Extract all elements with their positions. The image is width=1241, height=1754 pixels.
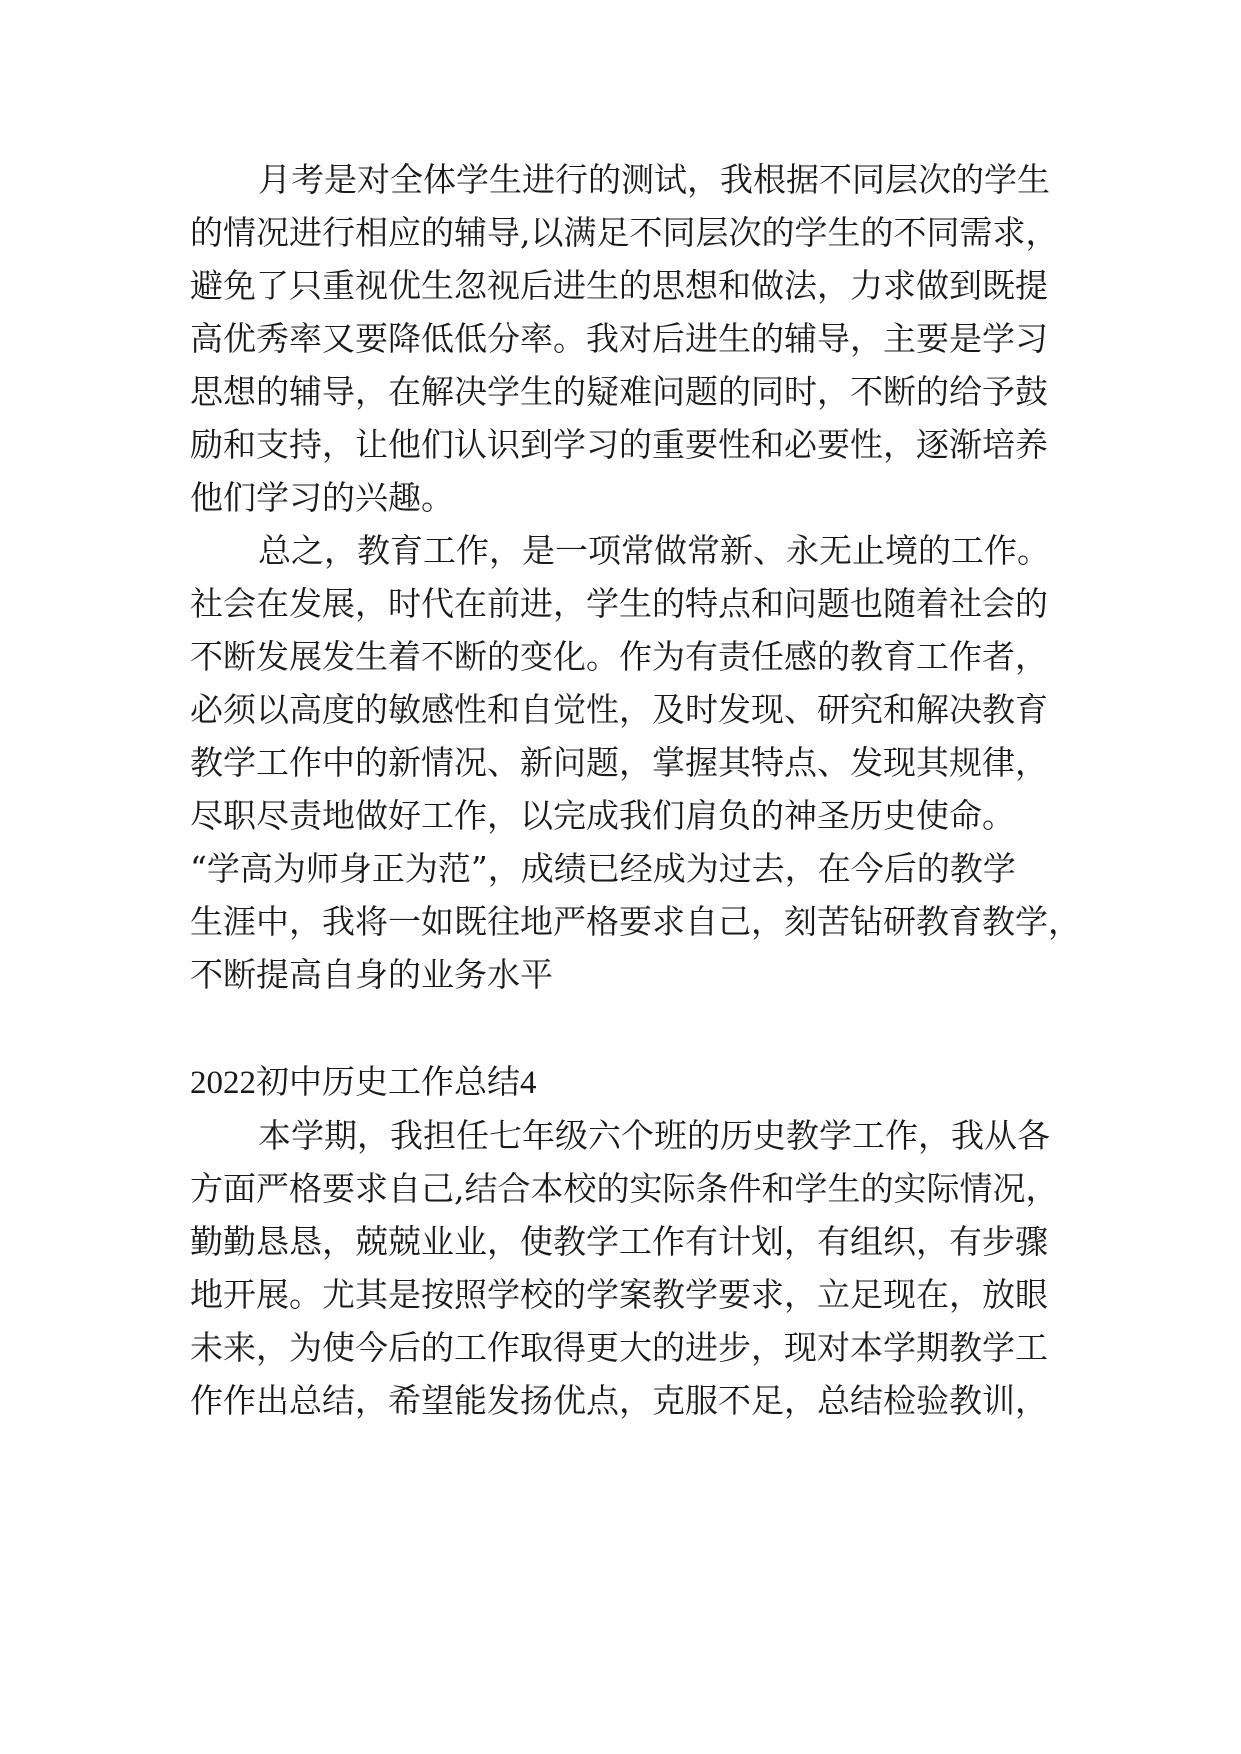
paragraph-3-line-5: 未来，为使今后的工作取得更大的进步，现对本学期教学工 [190,1328,1048,1367]
paragraph-1-line-1: 月考是对全体学生进行的测试，我根据不同层次的学生 [258,160,1050,199]
paragraph-2-line-8: 生涯中，我将一如既往地严格要求自己，刻苦钻研教育教学， [190,902,1081,941]
paragraph-3-line-2: 方面严格要求自己,结合本校的实际条件和学生的实际情况， [190,1169,1059,1208]
paragraph-2-line-7: “学高为师身正为范”，成绩已经成为过去，在今后的教学 [190,849,1016,888]
section-heading: 2022初中历史工作总结4 [190,1065,537,1101]
paragraph-2-line-2: 社会在发展，时代在前进，学生的特点和问题也随着社会的 [190,584,1048,623]
paragraph-1-line-6: 励和支持，让他们认识到学习的重要性和必要性，逐渐培养 [190,425,1048,464]
paragraph-2-line-1: 总之，教育工作，是一项常做常新、永无止境的工作。 [258,531,1050,570]
paragraph-3-line-1: 本学期，我担任七年级六个班的历史教学工作，我从各 [258,1116,1050,1155]
paragraph-2-line-9: 不断提高自身的业务水平 [190,955,553,994]
paragraph-1-line-3: 避免了只重视优生忽视后进生的思想和做法，力求做到既提 [190,266,1048,305]
paragraph-2-line-4: 必须以高度的敏感性和自觉性，及时发现、研究和解决教育 [190,690,1048,729]
paragraph-2-line-6: 尽职尽责地做好工作，以完成我们肩负的神圣历史使命。 [190,796,1015,835]
paragraph-3-line-6: 作作出总结，希望能发扬优点，克服不足，总结检验教训， [190,1381,1048,1420]
paragraph-3-line-3: 勤勤恳恳，兢兢业业，使教学工作有计划，有组织，有步骤 [190,1222,1048,1261]
paragraph-1-line-4: 高优秀率又要降低低分率。我对后进生的辅导，主要是学习 [190,319,1048,358]
paragraph-2-line-5: 教学工作中的新情况、新问题，掌握其特点、发现其规律， [190,743,1048,782]
paragraph-1-line-2: 的情况进行相应的辅导,以满足不同层次的学生的不同需求， [190,213,1059,252]
paragraph-1-line-7: 他们学习的兴趣。 [190,478,454,517]
paragraph-2-line-3: 不断发展发生着不断的变化。作为有责任感的教育工作者， [190,637,1048,676]
paragraph-3-line-4: 地开展。尤其是按照学校的学案教学要求，立足现在，放眼 [190,1275,1048,1314]
paragraph-1-line-5: 思想的辅导，在解决学生的疑难问题的同时，不断的给予鼓 [190,372,1048,411]
